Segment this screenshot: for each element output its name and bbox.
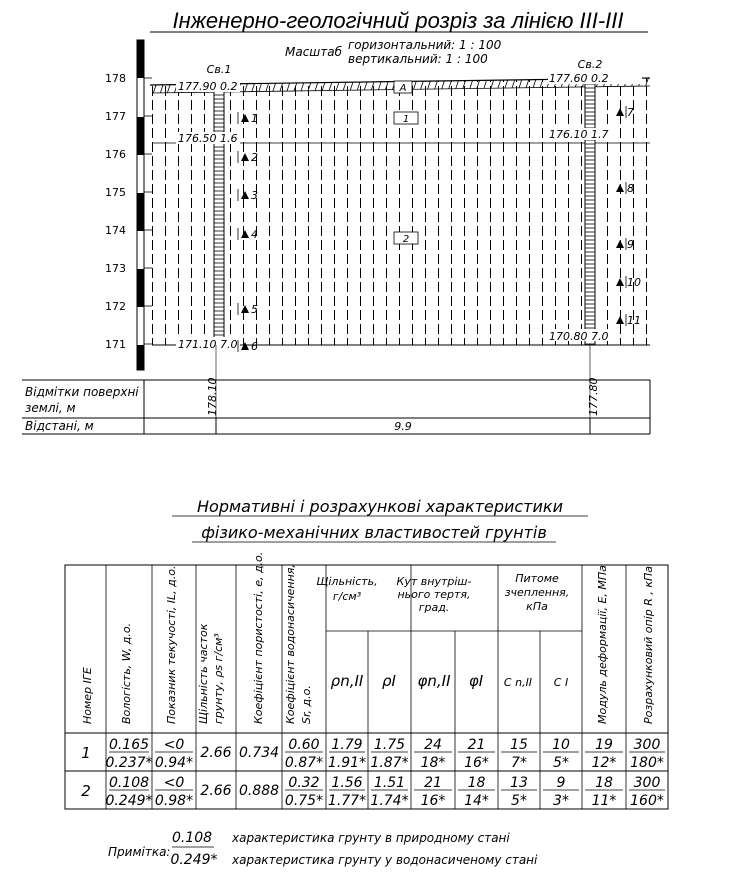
header-phi-group-3: град.	[418, 601, 450, 614]
borehole-2-bottom-label: 170.80 7.0	[549, 330, 609, 343]
section-data-rows	[22, 345, 650, 434]
cell-pi-normative: 21	[467, 737, 486, 753]
surface-mark-1: 178.10	[206, 377, 219, 416]
header-E: Модуль деформації, E, МПа	[596, 565, 609, 724]
header-phi-group-1: Кут внутріш-	[396, 575, 472, 588]
cell-il-normative: <0	[163, 775, 185, 791]
header-rho-group-1: Щільність,	[316, 575, 378, 588]
cell-il-saturated: 0.98*	[154, 793, 194, 809]
cell-R-normative: 300	[633, 775, 661, 791]
cell-rn-saturated: 1.91*	[327, 755, 367, 771]
header-sr-1: Коефіцієнт водонасичення,	[284, 564, 297, 724]
cell-rs: 2.66	[200, 745, 232, 761]
header-phi-group-2: нього тертя,	[397, 588, 471, 601]
distance-row-label: Відстані, м	[25, 419, 94, 433]
header-phi-i: φI	[468, 672, 484, 690]
header-rho-n: ρn,II	[330, 672, 364, 690]
cell-pn-saturated: 18*	[420, 755, 446, 771]
borehole-2-name: Св.2	[577, 58, 603, 71]
layer-label-1: 1	[402, 114, 410, 125]
cell-ri-normative: 1.51	[373, 775, 406, 791]
cell-cn-normative: 13	[510, 775, 528, 791]
cell-sr-saturated: 0.87*	[284, 755, 324, 771]
borehole-1-name: Св.1	[206, 63, 232, 76]
header-e: Коефіцієнт пористості, e, д.о.	[252, 551, 265, 724]
elevation-tick-label: 173	[105, 262, 126, 275]
cell-e: 0.734	[238, 745, 280, 761]
cell-ri-saturated: 1.87*	[370, 755, 409, 771]
cell-ci-normative: 9	[556, 775, 566, 791]
cell-R-saturated: 160*	[630, 793, 664, 809]
surface-row-label-1: Відмітки поверхні	[25, 385, 139, 399]
elevation-scale	[105, 40, 152, 370]
table-title-2: фізико-механічних властивостей грунтів	[201, 523, 547, 542]
cell-E-saturated: 11*	[591, 793, 617, 809]
cell-w-saturated: 0.249*	[105, 793, 153, 809]
cell-pn-normative: 24	[424, 737, 442, 753]
cell-E-saturated: 12*	[591, 755, 617, 771]
note-label: Примітка:	[108, 845, 171, 859]
elevation-tick-label: 175	[105, 186, 126, 199]
scale-horizontal: горизонтальний: 1 : 100	[348, 38, 502, 52]
scale-label: Масштаб	[285, 45, 343, 59]
borehole-1-bottom-label: 171.10 7.0	[178, 338, 238, 351]
sample-number: 2	[251, 151, 258, 164]
cell-rn-normative: 1.79	[331, 737, 363, 753]
cell-R-saturated: 180*	[630, 755, 664, 771]
cell-ige: 1	[81, 744, 91, 762]
cell-il-saturated: 0.94*	[154, 755, 194, 771]
cell-ci-saturated: 5*	[553, 755, 569, 771]
cell-w-saturated: 0.237*	[105, 755, 153, 771]
header-rho-i: ρI	[382, 672, 396, 690]
cell-w-normative: 0.108	[108, 775, 150, 791]
section-title: Інженерно-геологічний розріз за лінією III-III	[172, 8, 624, 33]
surface-mark-2: 177.80	[587, 377, 600, 416]
cell-w-normative: 0.165	[108, 737, 150, 753]
header-rs-1: Щільність часток	[197, 623, 210, 724]
header-ige: Номер ІГЕ	[81, 667, 94, 724]
borehole-2-top-label: 177.60 0.2	[549, 72, 609, 85]
cell-R-normative: 300	[633, 737, 661, 753]
header-phi-n: φn,II	[417, 672, 451, 690]
cell-ri-normative: 1.75	[373, 737, 406, 753]
cell-sr-normative: 0.32	[288, 775, 320, 791]
cell-sr-saturated: 0.75*	[284, 793, 324, 809]
elevation-tick-label: 174	[105, 224, 126, 237]
cell-pi-saturated: 16*	[464, 755, 489, 771]
sample-number: 5	[251, 303, 258, 316]
borehole-1-mid-label: 176.50 1.6	[178, 132, 238, 145]
sample-number: 6	[251, 340, 258, 353]
section-body	[146, 58, 663, 353]
distance-value: 9.9	[394, 420, 412, 433]
header-sr-2: Sr, д.о.	[300, 685, 313, 724]
sample-number: 4	[251, 228, 258, 241]
header-rho-group-2: г/см³	[332, 590, 362, 603]
note-denominator: 0.249*	[170, 852, 218, 868]
elevation-tick-label: 176	[105, 148, 126, 161]
layer-label-2: 2	[402, 234, 410, 245]
header-c-group-2: зчеплення,	[504, 586, 570, 599]
header-c-n: С n,II	[503, 676, 533, 689]
header-c-i: С I	[553, 676, 569, 689]
header-il: Показник текучості, IL, д.о.	[165, 565, 178, 724]
borehole-2-mid-label: 176.10 1.7	[549, 128, 609, 141]
sample-number: 11	[627, 314, 641, 327]
sample-number: 9	[627, 238, 634, 251]
table-title-1: Нормативні і розрахункові характеристики	[197, 497, 563, 516]
cell-ri-saturated: 1.74*	[370, 793, 409, 809]
cell-pi-saturated: 14*	[464, 793, 489, 809]
header-c-group-3: кПа	[526, 600, 548, 613]
elevation-tick-label: 171	[105, 338, 126, 351]
table-row	[81, 737, 665, 771]
note-line-2: характеристика грунту у водонасиченому стані	[232, 853, 538, 867]
note-numerator: 0.108	[171, 830, 213, 846]
cell-ige: 2	[81, 782, 91, 800]
cell-pn-saturated: 16*	[420, 793, 446, 809]
header-rs-2: грунту, ρs г/см³	[212, 633, 225, 724]
elevation-tick-label: 178	[105, 72, 126, 85]
cell-rn-normative: 1.56	[331, 775, 363, 791]
cell-E-normative: 19	[595, 737, 613, 753]
cell-E-normative: 18	[595, 775, 613, 791]
cell-cn-saturated: 7*	[511, 755, 527, 771]
layer-label-a: А	[399, 83, 407, 94]
cell-ci-saturated: 3*	[553, 793, 569, 809]
cell-rs: 2.66	[200, 783, 232, 799]
cell-ci-normative: 10	[552, 737, 570, 753]
properties-table	[65, 552, 668, 809]
sample-number: 3	[251, 189, 258, 202]
cell-pi-normative: 18	[467, 775, 486, 791]
elevation-tick-label: 172	[105, 300, 126, 313]
cell-e: 0.888	[238, 783, 280, 799]
sample-number: 1	[251, 112, 258, 125]
cell-sr-normative: 0.60	[288, 737, 320, 753]
cell-cn-saturated: 5*	[511, 793, 527, 809]
note-line-1: характеристика грунту в природному стані	[232, 831, 510, 845]
borehole-1-top-label: 177.90 0.2	[178, 80, 238, 93]
scale-vertical: вертикальний: 1 : 100	[348, 52, 488, 66]
sample-number: 8	[627, 182, 634, 195]
table-row	[81, 775, 665, 809]
cell-pn-normative: 21	[424, 775, 442, 791]
header-R: Розрахунковий опір R , кПа	[642, 565, 655, 724]
cell-il-normative: <0	[163, 737, 185, 753]
header-w: Вологість, W, д.о.	[120, 622, 133, 724]
header-c-group-1: Питоме	[515, 572, 559, 585]
cell-cn-normative: 15	[510, 737, 528, 753]
sample-number: 10	[627, 276, 641, 289]
cell-rn-saturated: 1.77*	[327, 793, 367, 809]
sample-number: 7	[627, 106, 634, 119]
surface-row-label-2: землі, м	[25, 401, 76, 415]
elevation-tick-label: 177	[105, 110, 126, 123]
note	[108, 830, 538, 868]
